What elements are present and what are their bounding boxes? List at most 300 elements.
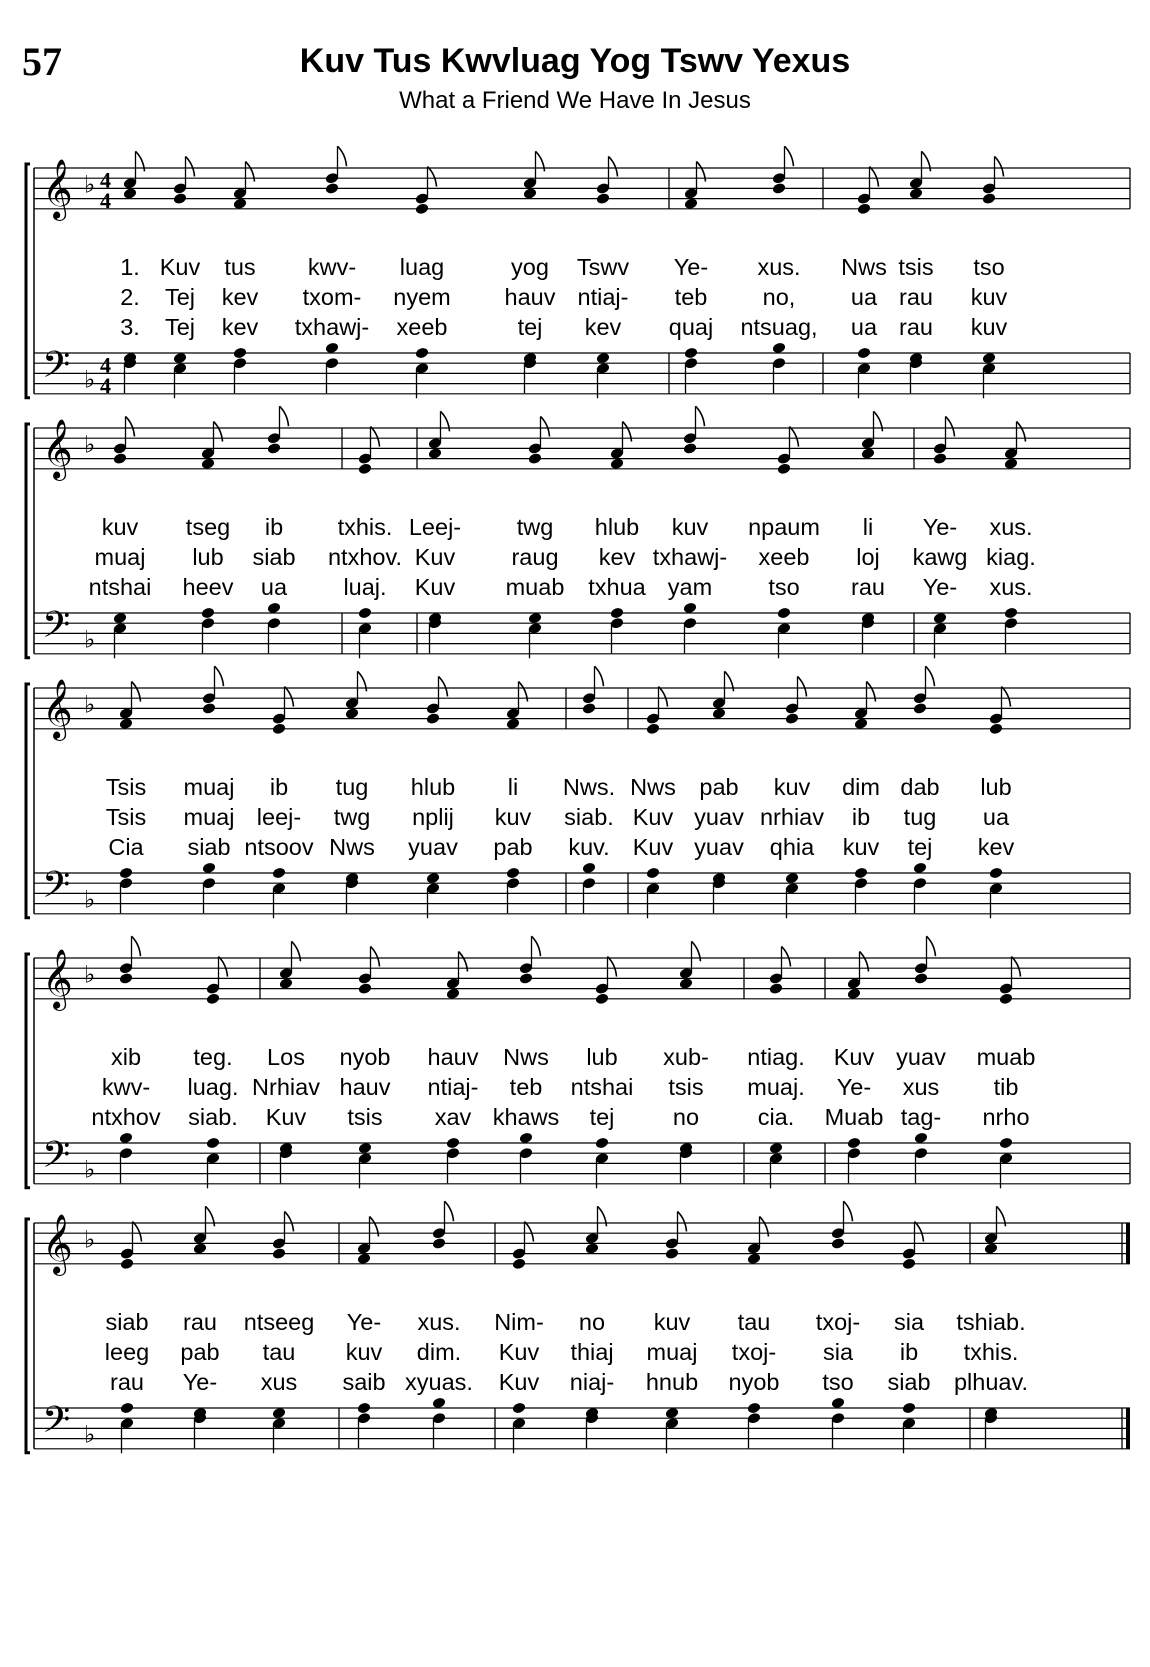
lyric-syllable: ua — [982, 804, 1010, 830]
treble-staff — [34, 958, 1130, 999]
lyric-syllable: Kuv — [632, 834, 674, 860]
note-flag — [946, 416, 955, 436]
lyric-syllable: Muab — [824, 1104, 884, 1130]
lyric-syllable: Kuv — [498, 1369, 540, 1395]
lyric-syllable: rau — [110, 1369, 144, 1395]
note-head — [989, 867, 1004, 880]
lyric-syllable: xus — [902, 1074, 940, 1100]
treble-chord — [506, 682, 528, 731]
lyric-syllable: ua — [850, 314, 878, 340]
bass-chord — [913, 861, 928, 913]
lyric-syllable: quaj — [668, 314, 714, 340]
treble-chord — [272, 1211, 294, 1260]
lyric-syllable: kev — [221, 314, 259, 340]
treble-chord — [679, 941, 701, 990]
note-head — [989, 722, 1004, 735]
treble-chord — [519, 936, 541, 985]
lyric-syllable: luag — [399, 254, 445, 280]
lyric-syllable: yuav — [408, 834, 458, 860]
lyric-syllable: yuav — [694, 804, 744, 830]
lyric-syllable: tshiab. — [956, 1309, 1026, 1335]
lyric-syllable: tso — [822, 1369, 854, 1395]
lyric-syllable: Kuv — [265, 1104, 307, 1130]
lyric-syllable: muaj. — [747, 1074, 805, 1100]
note-head — [982, 192, 997, 205]
lyric-syllable: leej- — [256, 804, 302, 830]
lyric-syllable: tej — [907, 834, 933, 860]
lyric-syllable: teg. — [193, 1044, 233, 1070]
lyric-syllable: kuv. — [568, 834, 610, 860]
treble-clef-icon: 𝄞 — [42, 679, 73, 739]
lyric-syllable: xus — [260, 1369, 298, 1395]
note-head — [902, 1257, 917, 1270]
note-head — [831, 1237, 846, 1250]
treble-chord — [989, 687, 1011, 736]
note-head — [325, 182, 340, 195]
note-flag — [428, 167, 437, 187]
lyric-syllable: dab — [900, 774, 940, 800]
bass-chord — [585, 1407, 600, 1449]
lyric-syllable: li — [507, 774, 519, 800]
note-head — [119, 972, 134, 985]
note-head — [646, 722, 661, 735]
note-head — [772, 182, 787, 195]
lyric-syllable: twg — [516, 514, 554, 540]
note-flag — [785, 146, 794, 166]
lyric-syllable: tej — [589, 1104, 615, 1130]
treble-clef-icon: 𝄞 — [42, 1214, 73, 1274]
treble-chord — [999, 957, 1021, 1006]
lyric-syllable: rau — [899, 284, 933, 310]
flat-icon: ♭ — [84, 170, 96, 199]
treble-chord — [933, 416, 955, 465]
treble-chord — [512, 1222, 534, 1271]
lyric-syllable: Kuv — [159, 254, 201, 280]
lyric-syllable: xus. — [757, 254, 801, 280]
lyric-syllable: tug — [335, 774, 369, 800]
bass-chord — [272, 1407, 287, 1454]
system-bracket — [26, 684, 30, 918]
bass-chord — [857, 347, 872, 399]
note-head — [512, 1257, 527, 1270]
bass-chord — [982, 352, 997, 399]
note-head — [747, 1402, 762, 1415]
lyric-syllable: kuv — [653, 1309, 691, 1335]
note-head — [528, 452, 543, 465]
treble-chord — [585, 1206, 607, 1255]
treble-chord — [279, 941, 301, 990]
lyric-syllable: Tsis — [105, 774, 147, 800]
lyric-syllable: qhia — [769, 834, 815, 860]
treble-chord — [272, 687, 294, 736]
bass-chord — [902, 1402, 917, 1454]
note-head — [847, 1137, 862, 1150]
bass-clef-icon: 𝄢 — [42, 864, 71, 915]
treble-chord — [358, 946, 380, 995]
bass-chord — [120, 1402, 135, 1454]
lyric-syllable: siab — [252, 544, 296, 570]
note-head — [120, 1402, 135, 1415]
lyric-syllable: muaj — [183, 804, 235, 830]
hymn-subtitle: What a Friend We Have In Jesus — [399, 87, 751, 114]
bass-chord — [358, 607, 373, 659]
bass-chord — [984, 1407, 999, 1449]
note-flag — [659, 687, 668, 707]
treble-chord — [325, 146, 347, 195]
note-flag — [915, 1222, 924, 1242]
lyric-syllable: tug — [903, 804, 937, 830]
bass-chord — [665, 1407, 680, 1454]
lyric-syllable: Los — [267, 1044, 305, 1070]
lyric-syllable: Nws — [503, 1044, 549, 1070]
system-bracket — [26, 1219, 30, 1453]
bass-chord — [119, 867, 134, 914]
note-flag — [219, 957, 228, 977]
lyric-syllable: Tej — [164, 284, 196, 310]
lyric-syllable: kuv — [970, 284, 1008, 310]
lyric-syllable: siab — [105, 1309, 149, 1335]
flat-icon: ♭ — [84, 960, 96, 989]
note-flag — [439, 676, 448, 696]
lyric-syllable: tseg — [185, 514, 231, 540]
note-flag — [285, 687, 294, 707]
bass-chord — [595, 1137, 610, 1189]
treble-chord — [854, 682, 876, 731]
lyric-syllable: Nws — [841, 254, 887, 280]
bass-chord — [446, 1137, 461, 1184]
lyric-syllable: siab — [887, 1369, 931, 1395]
flat-icon: ♭ — [84, 625, 96, 654]
lyric-syllable: Tswv — [576, 254, 630, 280]
lyric-syllable: teb — [674, 284, 708, 310]
note-head — [415, 202, 430, 215]
bass-chord — [747, 1402, 762, 1449]
lyric-syllable: Ye- — [922, 574, 958, 600]
treble-chord — [357, 1217, 379, 1266]
lyric-syllable: nyob — [728, 1369, 780, 1395]
hymn-number: 57 — [22, 39, 62, 84]
note-flag — [541, 416, 550, 436]
note-flag — [186, 156, 195, 176]
lyric-syllable: tsis — [668, 1074, 704, 1100]
bass-chord — [582, 861, 597, 913]
note-head — [665, 1247, 680, 1260]
treble-chord — [857, 167, 879, 216]
lyric-syllable: xus. — [417, 1309, 461, 1335]
lyric-syllable: xyuas. — [405, 1369, 473, 1395]
bass-chord — [684, 347, 699, 394]
bass-chord — [999, 1137, 1014, 1189]
bass-chord — [909, 352, 924, 394]
note-head — [646, 867, 661, 880]
treble-chord — [119, 682, 141, 731]
treble-chord — [206, 957, 228, 1006]
treble-staff — [34, 428, 1130, 469]
bass-chord — [193, 1407, 208, 1449]
note-head — [933, 452, 948, 465]
lyric-syllable: li — [862, 514, 874, 540]
lyric-syllable: txhawj- — [294, 314, 370, 340]
lyric-syllable: siab. — [188, 1104, 238, 1130]
time-signature-bottom: 4 — [100, 372, 111, 398]
lyric-syllable: xeeb — [758, 544, 810, 570]
lyric-syllable: ntiaj- — [427, 1074, 479, 1100]
flat-icon: ♭ — [84, 365, 96, 394]
lyric-syllable: kev — [977, 834, 1015, 860]
bass-chord — [345, 872, 360, 914]
note-head — [595, 992, 610, 1005]
bass-chord — [233, 347, 248, 394]
lyric-syllable: kawg — [912, 544, 968, 570]
system-4 — [22, 950, 1132, 1210]
lyric-syllable: tso — [973, 254, 1005, 280]
lyric-syllable: nyob — [339, 1044, 391, 1070]
bass-chord — [646, 867, 661, 919]
lyric-syllable: pab — [699, 774, 739, 800]
treble-staff — [34, 688, 1130, 729]
treble-chord — [119, 936, 141, 985]
lyric-syllable: dim — [842, 774, 880, 800]
note-head — [432, 1237, 447, 1250]
bass-staff — [34, 613, 1130, 654]
lyric-syllable: dim. — [416, 1339, 462, 1365]
lyric-syllable: xib — [110, 1044, 142, 1070]
lyric-syllable: hnub — [645, 1369, 699, 1395]
lyric-syllable: xub- — [663, 1044, 709, 1070]
lyric-syllable: xeeb — [396, 314, 448, 340]
lyric-syllable: nrhiav — [759, 804, 825, 830]
bass-chord — [432, 1396, 447, 1448]
bass-chord — [769, 1142, 784, 1189]
bass-chord — [933, 612, 948, 659]
lyric-syllable: pab — [180, 1339, 220, 1365]
lyric-syllable: pab — [493, 834, 533, 860]
note-head — [684, 347, 699, 360]
flat-icon: ♭ — [84, 1225, 96, 1254]
lyric-syllable: siab — [187, 834, 231, 860]
lyric-syllable: no — [672, 1104, 700, 1130]
treble-chord — [684, 162, 706, 211]
lyric-syllable: tag- — [900, 1104, 942, 1130]
note-head — [426, 712, 441, 725]
treble-staff — [34, 168, 1130, 209]
bass-chord — [267, 601, 282, 653]
bass-chord — [772, 341, 787, 393]
treble-chord — [123, 151, 145, 200]
note-flag — [798, 676, 807, 696]
note-flag — [126, 416, 135, 436]
lyric-syllable: kwv- — [307, 254, 357, 280]
lyric-syllable: kev — [598, 544, 636, 570]
note-flag — [995, 156, 1004, 176]
bass-chord — [683, 601, 698, 653]
lyric-syllable: Nws. — [562, 774, 616, 800]
bass-chord — [206, 1137, 221, 1189]
note-head — [683, 442, 698, 455]
note-head — [173, 192, 188, 205]
lyric-syllable: txhis. — [337, 514, 393, 540]
note-head — [446, 1137, 461, 1150]
note-head — [267, 442, 282, 455]
lyric-syllable: lub — [980, 774, 1012, 800]
lyric-syllable: cia. — [757, 1104, 795, 1130]
lyric-syllable: tib — [993, 1074, 1019, 1100]
treble-staff — [34, 1223, 1130, 1264]
note-head — [777, 462, 792, 475]
note-head — [506, 867, 521, 880]
lyric-syllable: txoj- — [731, 1339, 777, 1365]
lyric-syllable: lub — [192, 544, 224, 570]
lyric-syllable: kuv — [345, 1339, 383, 1365]
lyric-syllable: niaj- — [569, 1369, 615, 1395]
lyric-syllable: kiag. — [986, 544, 1036, 570]
system-bracket — [26, 424, 30, 658]
bass-chord — [415, 347, 430, 399]
note-flag — [1012, 957, 1021, 977]
note-head — [582, 702, 597, 715]
bass-clef-icon: 𝄢 — [42, 604, 71, 655]
note-flag — [870, 167, 879, 187]
note-head — [233, 347, 248, 360]
lyric-syllable: yuav — [694, 834, 744, 860]
lyric-syllable: Kuv — [498, 1339, 540, 1365]
treble-chord — [523, 151, 545, 200]
bass-chord — [610, 607, 625, 654]
note-head — [1004, 607, 1019, 620]
lyric-syllable: rau — [851, 574, 885, 600]
note-head — [201, 607, 216, 620]
lyric-syllable: xus. — [989, 574, 1033, 600]
lyric-syllable: hauv — [339, 1074, 391, 1100]
note-head — [999, 992, 1014, 1005]
treble-chord — [415, 167, 437, 216]
lyric-syllable: tej — [517, 314, 543, 340]
lyric-syllable: kwv- — [101, 1074, 151, 1100]
bass-chord — [1004, 607, 1019, 654]
bass-staff — [34, 873, 1130, 914]
bass-chord — [528, 612, 543, 659]
bass-chord — [119, 1131, 134, 1183]
bass-chord — [712, 872, 727, 914]
lyric-syllable: Cia — [108, 834, 144, 860]
lyric-syllable: Ye- — [922, 514, 958, 540]
treble-chord — [426, 676, 448, 725]
lyric-syllable: Ye- — [836, 1074, 872, 1100]
note-flag — [133, 1222, 142, 1242]
lyric-syllable: hlub — [594, 514, 640, 540]
treble-chord — [785, 676, 807, 725]
note-head — [206, 992, 221, 1005]
bass-chord — [358, 1142, 373, 1189]
system-3 — [22, 680, 1132, 940]
note-flag — [371, 427, 380, 447]
treble-chord — [646, 687, 668, 736]
lyric-syllable: luaj. — [343, 574, 387, 600]
treble-chord — [446, 952, 468, 1001]
lyric-syllable: txoj- — [815, 1309, 861, 1335]
lyric-syllable: Ye- — [182, 1369, 218, 1395]
note-head — [857, 347, 872, 360]
bass-chord — [428, 612, 443, 654]
treble-chord — [769, 946, 791, 995]
system-1 — [22, 160, 1132, 420]
lyric-syllable: ib — [269, 774, 289, 800]
note-head — [202, 702, 217, 715]
flat-icon: ♭ — [84, 1420, 96, 1449]
lyric-syllable: tau — [737, 1309, 771, 1335]
note-head — [358, 462, 373, 475]
lyric-syllable: ntxhov. — [327, 544, 403, 570]
lyric-syllable: muaj — [646, 1339, 698, 1365]
lyric-syllable: kuv — [494, 804, 532, 830]
lyric-syllable: leeg — [104, 1339, 150, 1365]
lyric-syllable: Ye- — [673, 254, 709, 280]
time-signature-bottom: 4 — [100, 187, 111, 213]
bass-chord — [426, 872, 441, 919]
lyric-syllable: lub — [586, 1044, 618, 1070]
note-head — [272, 1247, 287, 1260]
treble-chord — [193, 1206, 215, 1255]
note-flag — [285, 1211, 294, 1231]
lyric-syllable: tus — [224, 254, 256, 280]
lyric-syllable: ua — [850, 284, 878, 310]
lyric-syllable: ntshai — [88, 574, 152, 600]
lyric-syllable: Kuv — [414, 574, 456, 600]
bass-chord — [357, 1402, 372, 1449]
bass-chord — [679, 1142, 694, 1184]
lyric-syllable: no — [578, 1309, 606, 1335]
bass-chord — [201, 607, 216, 654]
treble-chord — [984, 1206, 1006, 1255]
note-head — [610, 607, 625, 620]
note-head — [206, 1137, 221, 1150]
lyric-syllable: Ye- — [346, 1309, 382, 1335]
treble-chord — [113, 416, 135, 465]
lyric-syllable: rau — [183, 1309, 217, 1335]
lyric-syllable: nyem — [393, 284, 451, 310]
lyric-syllable: muab — [976, 1044, 1036, 1070]
system-2 — [22, 420, 1132, 680]
lyric-syllable: loj — [856, 544, 880, 570]
lyric-syllable: hauv — [504, 284, 556, 310]
bass-chord — [173, 352, 188, 399]
note-head — [119, 867, 134, 880]
lyric-syllable: txom- — [302, 284, 362, 310]
lyric-syllable: 1. — [120, 254, 140, 280]
bass-chord — [523, 352, 538, 394]
note-head — [913, 702, 928, 715]
lyric-syllable: hlub — [410, 774, 456, 800]
note-head — [120, 1257, 135, 1270]
treble-clef-icon: 𝄞 — [42, 159, 73, 219]
lyric-syllable: txhawj- — [652, 544, 728, 570]
bass-chord — [861, 612, 876, 654]
lyric-syllable: 3. — [120, 314, 140, 340]
treble-chord — [595, 957, 617, 1006]
note-head — [857, 202, 872, 215]
lyric-syllable: xus. — [989, 514, 1033, 540]
lyric-syllable: plhuav. — [953, 1369, 1029, 1395]
lyric-syllable: Kuv — [414, 544, 456, 570]
lyric-syllable: 2. — [120, 284, 140, 310]
lyric-syllable: yam — [667, 574, 713, 600]
lyric-syllable: Kuv — [632, 804, 674, 830]
bass-clef-icon: 𝄢 — [42, 344, 71, 395]
flat-icon: ♭ — [84, 885, 96, 914]
bass-chord — [596, 352, 611, 399]
lyric-syllable: teb — [509, 1074, 543, 1100]
treble-clef-icon: 𝄞 — [42, 419, 73, 479]
